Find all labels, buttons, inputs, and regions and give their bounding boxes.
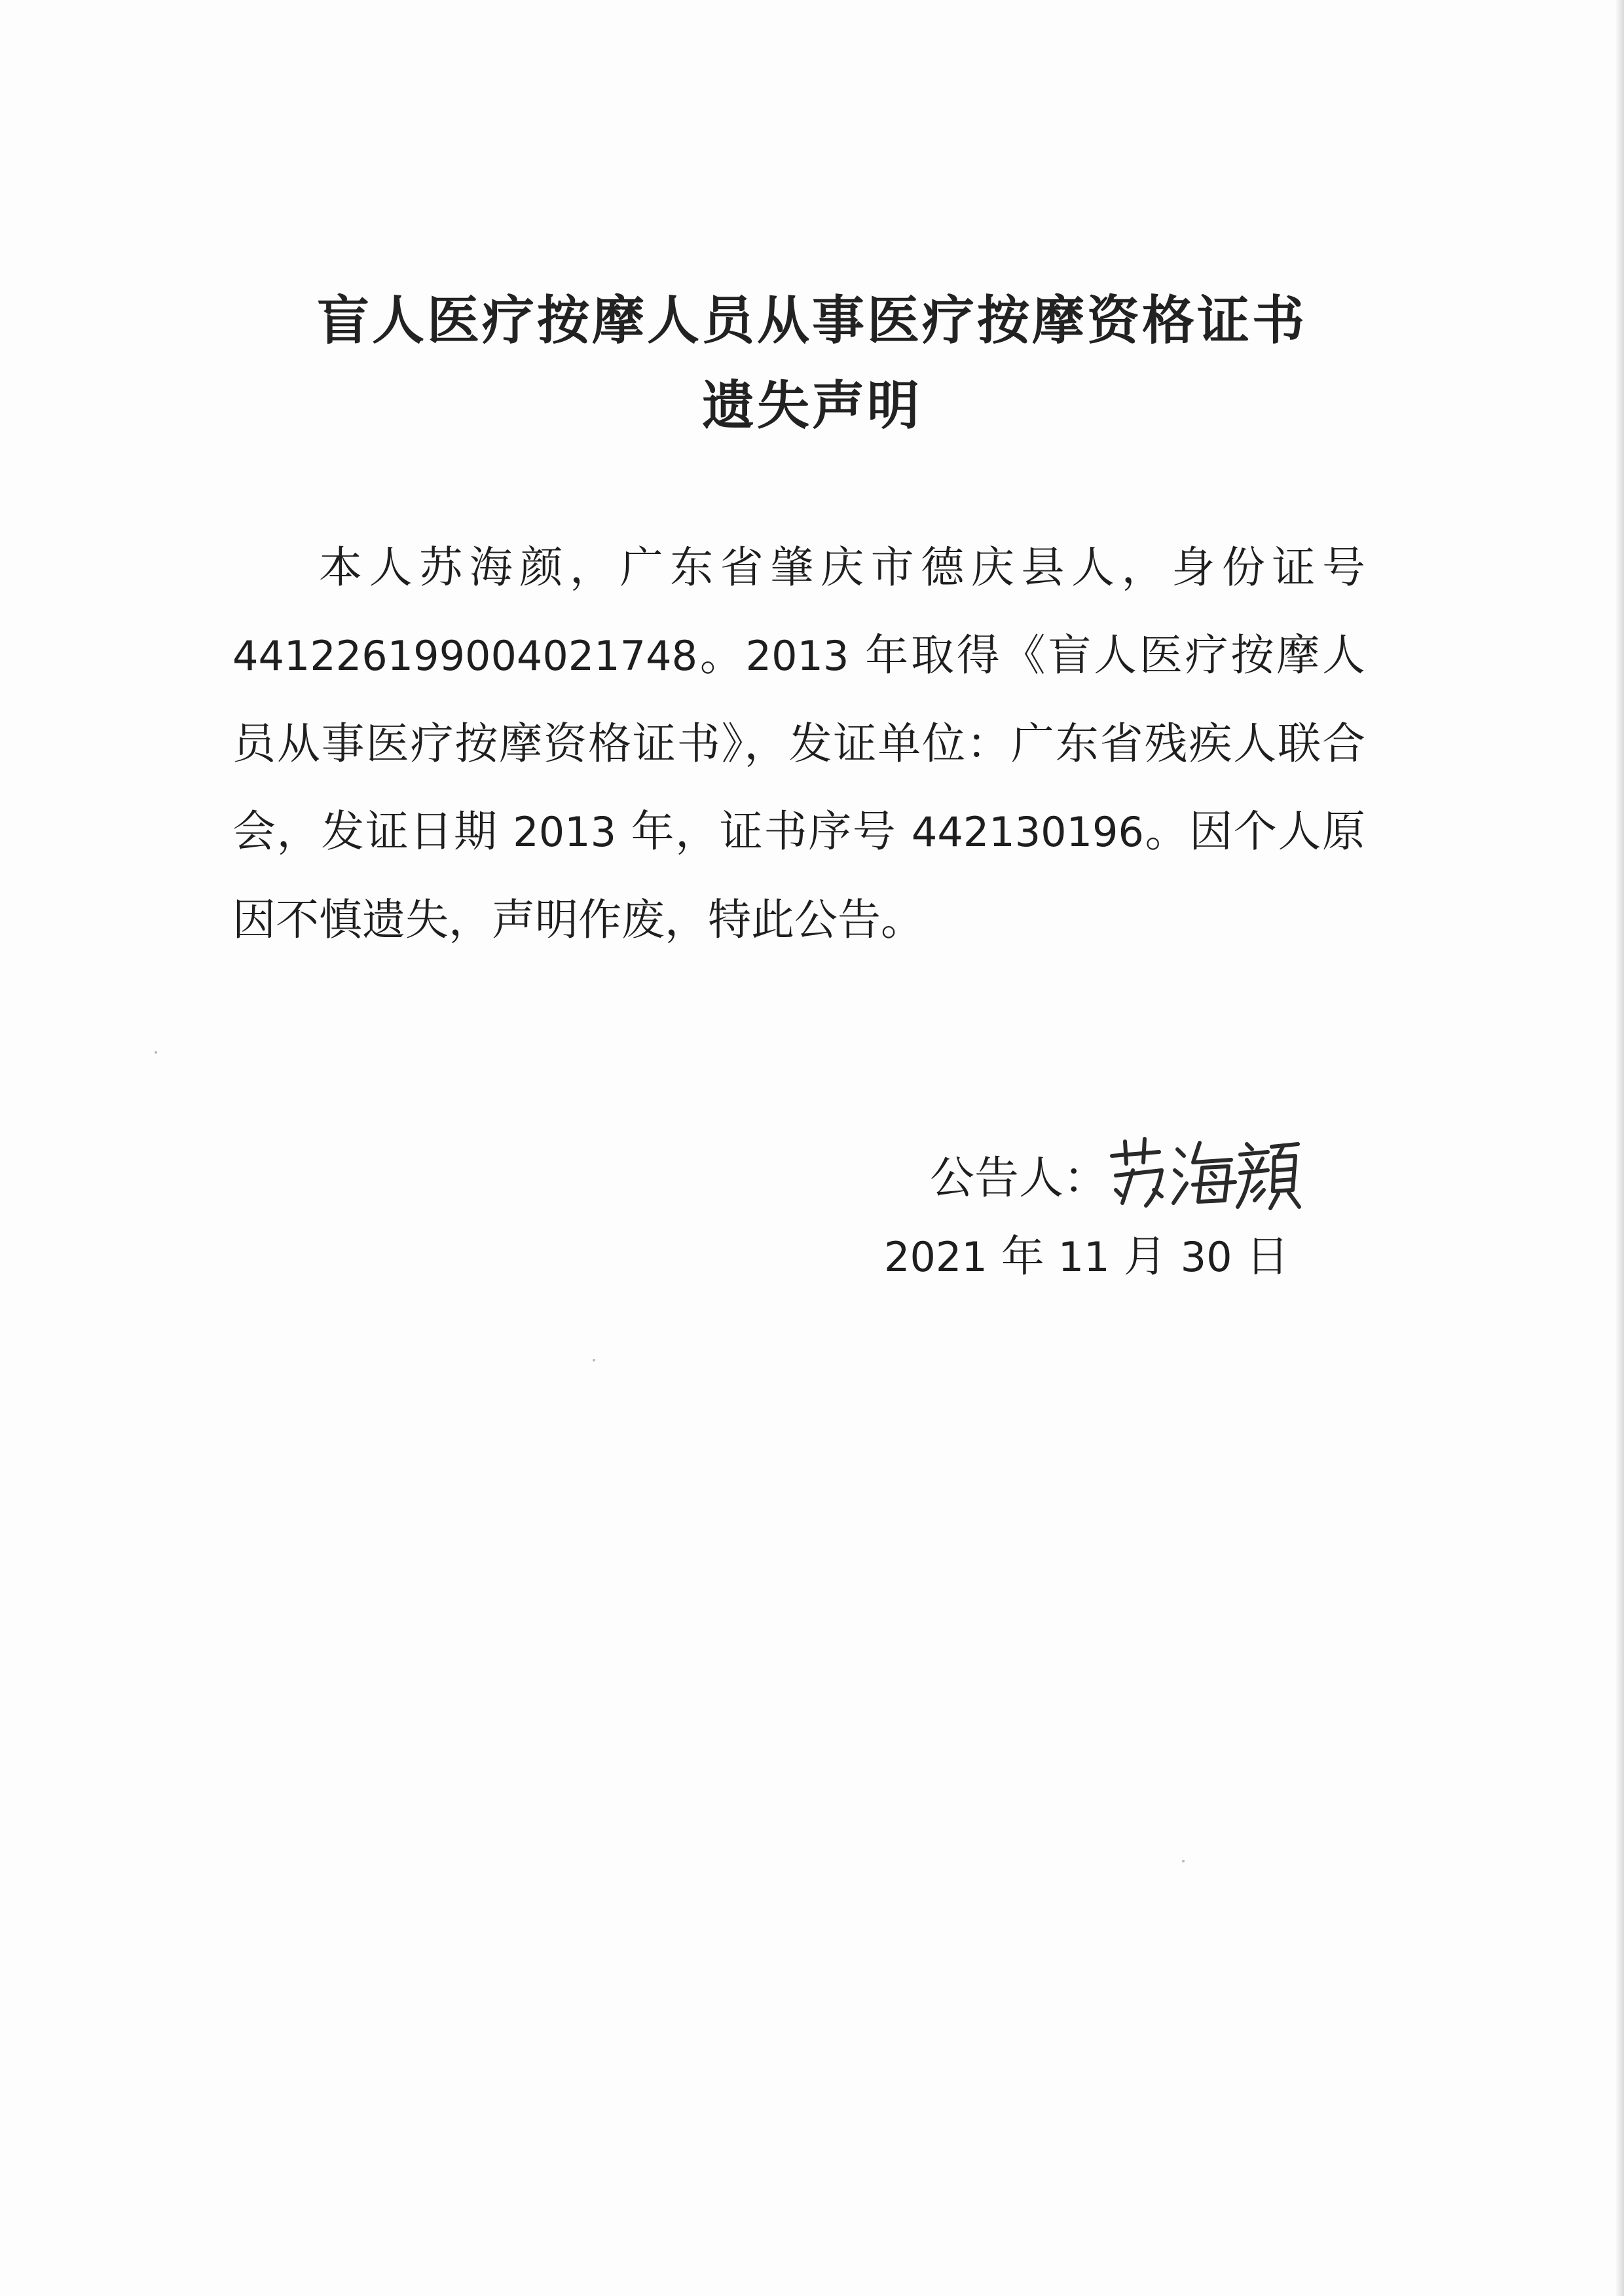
id-number: 441226199004021748: [232, 632, 698, 680]
body-text-part: 本人苏海颜，广东省肇庆市德庆县人，身份证号: [319, 542, 1365, 593]
document-subtitle: 遗失声明: [702, 375, 922, 436]
announcer-block: [930, 1130, 1323, 1215]
date-year-unit: 年: [987, 1231, 1058, 1282]
scan-speck: [593, 1359, 595, 1361]
date-month-unit: 月: [1109, 1231, 1181, 1282]
body-text-part: 年，证书序号: [616, 806, 912, 857]
issue-year: 2013: [513, 808, 617, 856]
date-month: 11: [1058, 1233, 1110, 1281]
year-obtained: 2013: [745, 632, 849, 680]
announcement-date: [884, 1221, 1289, 1284]
date-day: 30: [1180, 1233, 1232, 1281]
document-title: 盲人医疗按摩人员从事医疗按摩资格证书: [317, 290, 1307, 351]
serial-number: 442130196: [911, 808, 1144, 856]
declaration-body: [232, 524, 1365, 964]
body-text-part: 。因个人原因不慎遗失，声明作废，特此公告。: [232, 806, 1366, 945]
body-text-part: 年取得《盲人医疗按摩人员从事医疗按摩资格证书》，发证单位：广东省残疾人联合会，发证日期: [232, 630, 1366, 857]
scan-speck: [155, 1051, 157, 1054]
date-year: 2021: [884, 1233, 987, 1281]
date-day-unit: 日: [1232, 1231, 1289, 1282]
scan-speck: [1182, 1860, 1185, 1862]
announcer-label: 公告人：: [930, 1153, 1109, 1204]
body-text-part: 。: [697, 630, 746, 680]
handwritten-signature: [1107, 1130, 1303, 1215]
